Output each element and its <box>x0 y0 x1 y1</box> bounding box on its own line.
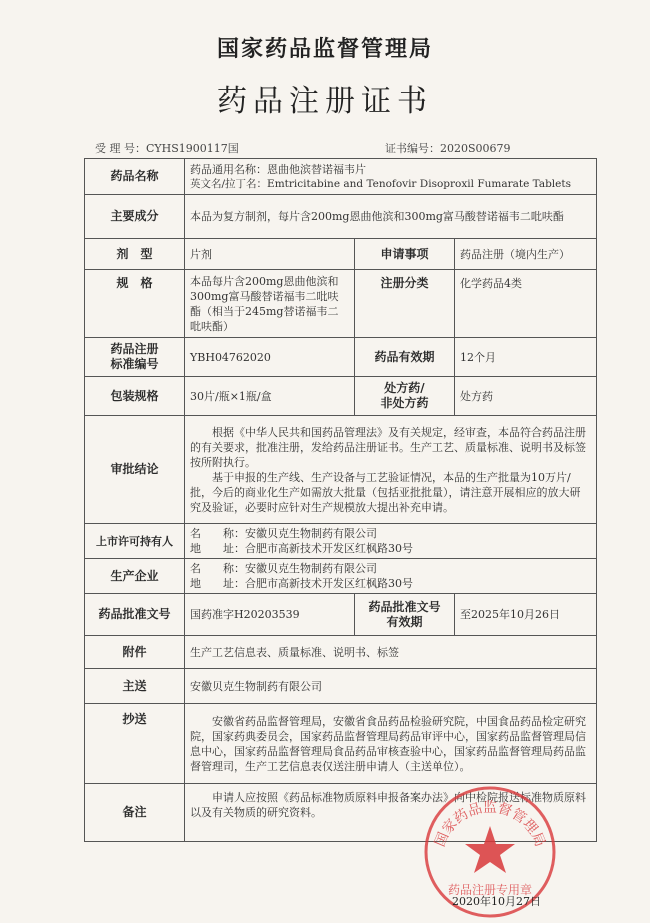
label-prescription <box>355 377 455 416</box>
value-ingredients: 本品为复方制剂，每片含200mg恩曲他滨和300mg富马酸替诺福韦二吡呋酯 <box>185 195 597 239</box>
row-ingredients <box>85 195 597 239</box>
value-drug-name <box>185 159 597 195</box>
row-approval <box>85 594 597 636</box>
manufacturer-name: 名 称：安徽贝克生物制药有限公司 <box>190 562 377 575</box>
seal-bottom-text: 药品注册专用章 <box>447 883 533 897</box>
label-prescription-line2: 非处方药 <box>380 396 429 410</box>
issue-date: 2020年10月27日 <box>452 895 541 908</box>
value-standard: YBH04762020 <box>185 338 355 377</box>
label-dosage-form: 剂 型 <box>85 239 185 270</box>
holder-address: 地 址：合肥市高新技术开发区红枫路30号 <box>190 542 413 555</box>
value-manufacturer <box>185 559 597 594</box>
acceptance-number: 受 理 号：CYHS1900117国 <box>95 142 239 155</box>
value-registration-class: 化学药品4类 <box>455 270 597 338</box>
value-dosage-form: 片剂 <box>185 239 355 270</box>
value-cc: 安徽省药品监督管理局，安徽省食品药品检验研究院，中国食品药品检定研究院，国家药典委员会，国家药品监督管理局药品审评中心，国家药品监督管理局信息中心，国家药品监督管理局食品药品审核查验中心，国家药品监督管理局药品监督管理司，生产工艺信息表仅送注册申请人（主送单位）。 <box>185 704 597 784</box>
label-prescription-line1: 处方药/ <box>384 381 425 395</box>
value-application: 药品注册（境内生产） <box>455 239 597 270</box>
label-conclusion: 审批结论 <box>85 416 185 524</box>
value-conclusion <box>185 416 597 524</box>
label-standard <box>85 338 185 377</box>
label-approval-validity-line1: 药品批准文号 <box>368 599 441 614</box>
row-standard <box>85 338 597 377</box>
row-recipient <box>85 669 597 704</box>
seal-star-icon <box>465 826 515 873</box>
row-packaging <box>85 377 597 416</box>
label-cc: 抄送 <box>85 704 185 784</box>
label-registration-class: 注册分类 <box>355 270 455 338</box>
value-validity: 12个月 <box>455 338 597 377</box>
manufacturer-address: 地 址：合肥市高新技术开发区红枫路30号 <box>190 577 413 590</box>
value-recipient: 安徽贝克生物制药有限公司 <box>185 669 597 704</box>
value-remarks: 申请人应按照《药品标准物质原料申报备案办法》向中检院报送标准物质原料以及有关物质的研究资料。 <box>185 784 597 842</box>
label-approval-validity <box>355 594 455 636</box>
label-approval-validity-line2: 有效期 <box>386 614 423 629</box>
label-attachments: 附件 <box>85 636 185 669</box>
label-standard-line1: 药品注册 <box>110 342 159 356</box>
label-approval-number: 药品批准文号 <box>85 594 185 636</box>
label-application: 申请事项 <box>355 239 455 270</box>
value-prescription: 处方药 <box>455 377 597 416</box>
row-spec <box>85 270 597 338</box>
registration-table <box>84 158 597 842</box>
drug-english-name: 英文名/拉丁名：Emtricitabine and Tenofovir Disoproxil Fumarate Tablets <box>190 177 571 190</box>
drug-common-name: 药品通用名称：恩曲他滨替诺福韦片 <box>190 162 366 176</box>
conclusion-paragraph-2: 基于申报的生产线、生产设备与工艺验证情况，本品的生产批量为10万片/批，今后的商业化生产如需放大批量（包括亚批批量），请注意开展相应的放大研究及验证，必要时应针对生产规模放大提出补充申请。 <box>190 470 581 514</box>
value-packaging: 30片/瓶×1瓶/盒 <box>185 377 355 416</box>
row-holder <box>85 524 597 559</box>
value-attachments: 生产工艺信息表、质量标准、说明书、标签 <box>185 636 597 669</box>
document-title: 药品注册证书 <box>217 84 433 119</box>
label-spec: 规 格 <box>85 270 185 338</box>
label-recipient: 主送 <box>85 669 185 704</box>
value-approval-validity: 至2025年10月26日 <box>455 594 597 636</box>
label-validity: 药品有效期 <box>355 338 455 377</box>
label-manufacturer: 生产企业 <box>85 559 185 594</box>
row-manufacturer <box>85 559 597 594</box>
row-dosage-form <box>85 239 597 270</box>
issuing-authority: 国家药品监督管理局 <box>216 36 433 62</box>
holder-name: 名 称：安徽贝克生物制药有限公司 <box>190 527 377 540</box>
value-spec: 本品每片含200mg恩曲他滨和300mg富马酸替诺福韦二吡呋酯（相当于245mg替诺福韦二吡呋酯） <box>185 270 355 338</box>
label-holder: 上市许可持有人 <box>85 524 185 559</box>
row-attachments <box>85 636 597 669</box>
label-ingredients: 主要成分 <box>85 195 185 239</box>
value-approval-number: 国药准字H20203539 <box>185 594 355 636</box>
label-packaging: 包装规格 <box>85 377 185 416</box>
label-remarks: 备注 <box>85 784 185 842</box>
label-drug-name: 药品名称 <box>85 159 185 195</box>
value-holder <box>185 524 597 559</box>
row-drug-name <box>85 159 597 195</box>
certificate-number: 证书编号：2020S00679 <box>385 142 511 155</box>
row-conclusion <box>85 416 597 524</box>
label-standard-line2: 标准编号 <box>110 357 159 371</box>
row-cc <box>85 704 597 784</box>
conclusion-paragraph-1: 根据《中华人民共和国药品管理法》及有关规定，经审查，本品符合药品注册的有关要求，批准注册，发给药品注册证书。生产工艺、质量标准、说明书及标签按所附执行。 <box>190 425 586 469</box>
seal-arc-text: 国家药品监督管理局 <box>432 800 548 850</box>
